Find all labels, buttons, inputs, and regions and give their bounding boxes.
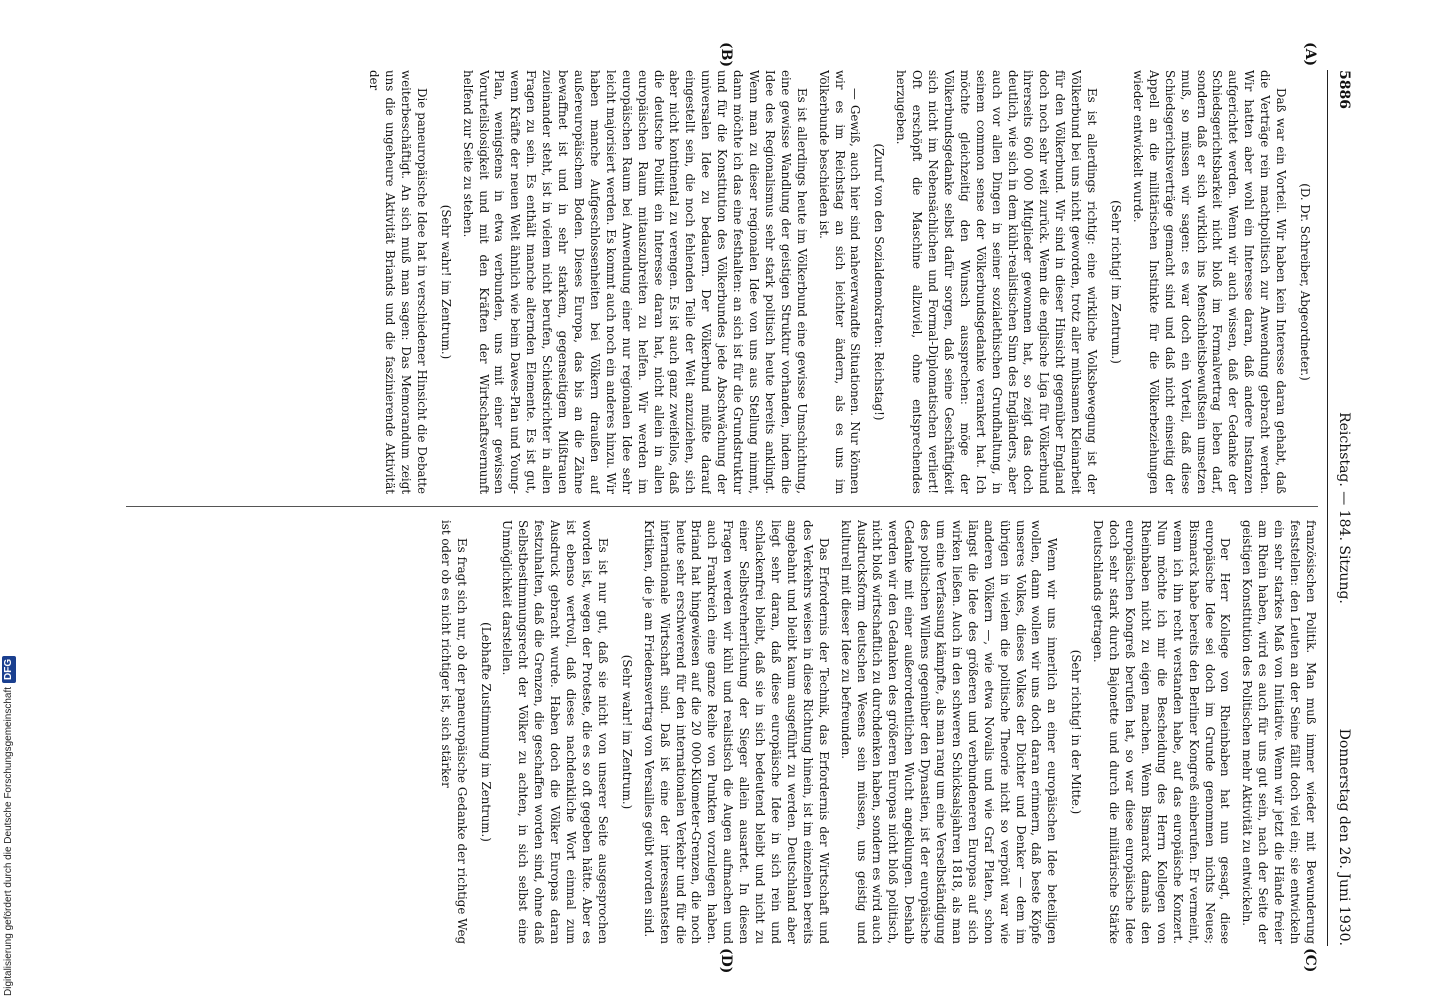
paragraph: Es fragt sich nur, ob der paneuropäische Gedanke der richtige Weg ist oder ob es nicht richtiger ist, sich stärker (438, 520, 469, 944)
paragraph: Es ist nur gut, daß sie nicht von unserer Seite ausgesprochen worden ist, wegen der Proteste, die es so oft gegeben hätte. Aber es ist ebenso wertvoll, daß dieses nachdenkliche Wort einmal zum Ausdruck gebracht wurde. Haben doch die Völker Europas daran festzuhalten, daß die Grenzen, die geschaffen worden sind, ohne daß Selbstbestimmungsrecht der Völker zu achten, in sich selbst eine Unmöglichkeit darstellen. (500, 520, 610, 944)
session-date: Donnerstag den 26. Juni 1930. (1336, 728, 1352, 946)
paragraph: Die paneuropäische Idee hat in verschiedener Hinsicht die Debatte weiterbeschäftigt. An sich muß man sagen: Das Memorandum zeigt uns die ungeheure Aktivität Briands und die faszinierende Aktivität der (367, 70, 429, 494)
margin-marker-b: (B) (718, 42, 734, 68)
margin-marker-d: (D) (718, 948, 734, 974)
interjection: (Sehr richtig! in der Mitte.) (1069, 649, 1084, 815)
session-title: Reichstag. — 184. Sitzung. (1336, 412, 1352, 604)
speaker-line: (D. Dr. Schreiber, Abgeordneter.) (1298, 183, 1312, 381)
page-number: 5886 (1336, 70, 1352, 109)
digitization-credit (2, 560, 16, 996)
credit-text: Digitalisierung gefördert durch die Deutsche Forschungsgemeinschaft (3, 686, 14, 996)
page-header (1328, 70, 1352, 946)
interjection: (Zuruf von den Sozialdemokraten: Reichstag!) (872, 143, 887, 421)
paragraph: — Gewiß, auch hier sind naheverwandte Situationen. Nur können wir es im Reichstag an sich leichter ändern, als es uns im Völkerbunde beschieden ist. (816, 70, 863, 494)
paragraph: Es ist allerdings heute im Völkerbund eine gewisse Umschichtung, eine gewisse Wandlung der geistigen Struktur vorhanden, indem die Idee des Regionalismus sehr stark politisch heute bereits anklingt. Wenn man zu dieser regionalen Idee von uns aus Stellung nimmt, dann möchte ich das eine festhalten: an sich ist für die Grundstruktur und für die Konstitution des Völkerbundes jede Abschwächung der universalen Idee zu bedauern. Der Völkerbund müßte darauf eingestellt sein, die noch fehlenden Teile der Welt anzuziehen, sich aber nicht kontinental zu verengen. Es ist auch ganz zweifellos, daß die deutsche Politik ein Interesse daran hat, nicht allein in allen europäischen Raum mitauszubreiten zu helfen. Wir werden im europäischen Raum bei Anwendung einer nur regionalen Idee sehr leicht majorisiert werden. Es kommt auch noch ein anderes hinzu. Wir haben manche Aufgeschlossenheiten bei Völkern draußen auf außereuropäischem Boden. Dieses Europa, das bis an die Zähne bewaffnet ist und in sehr starkem, gegenseitigem Mißtrauen zueinander steht, ist in vielem nicht berufen, Schiedsrichter in allen Fragen zu sein. Es enthält manche alternden Elemente. Es ist gut, wenn Kräfte der neuen Welt ähnlich wie beim Dawes-Plan und Young-Plan, wenigstens in etwa verbunden, uns mit einer gewissen Vorurteilslosigkeit und mit den Kräften der Wirtschaftsvernunft helfend zur Seite zu stehen. (460, 70, 809, 494)
header-rule (1327, 70, 1328, 946)
paragraph: französischen Politik. Man muß immer wieder mit Bewunderung feststellen: den Leuten an der Seine fällt doch viel ein; sie entwickeln ein sehr starkes Maß von Initiative. Wenn wir jetzt die Hände freier am Rhein haben, wird es auch für uns gut sein, nach der Seite der geistigen Konstitution des Politischen mehr Aktivität zu entwickeln. (1240, 520, 1318, 944)
right-column (126, 520, 1318, 944)
paragraph: Es ist allerdings richtig: eine wirkliche Volksbewegung ist der Völkerbund bei uns nicht geworden, trotz aller mühsamen Kleinarbeit für den Völkerbund. Wir sind in dieser Hinsicht gegenüber England doch noch sehr weit zurück. Wenn die englische Liga für Völkerbund ihrerseits 600 000 Mitglieder gewonnen hat, so zeigt das doch deutlich, wie sich in dem kühl-realistischen Sinn des Engländers, aber auch vor allen Dingen in seiner sozialethischen Grundhaltung, in seinem common sense der Völkerbundsgedanke verankert hat. Ich möchte gleichzeitig den Wunsch aussprechen: möge der Völkerbundsgedanke selbst dafür sorgen, daß seine Geschäftigkeit sich nicht im Nebensächlichen und Formal-Diplomatischen verliert! Oft erschöpft die Maschine allzuviel, ohne entsprechendes herzugeben. (894, 70, 1100, 494)
paragraph: Der Herr Kollege von Rheinbaben hat nun gesagt, diese europäische Idee sei doch im Grunde genommen nichts Neues; Bismarck habe bereits den Berliner Kongreß einberufen. Er vermeint, wenn ich ihn recht verstanden habe, auf das europäische Konzert. Nun möchte ich mir die Bescheidung des Herrn Kollegen von Rheinbaben nicht zu eigen machen. Wenn Bismarck damals den europäischen Kongreß berufen hat, so war diese europäische Idee doch sehr stark durch Bajonette und durch die militärische Stärke Deutschlands getragen. (1091, 520, 1233, 944)
margin-marker-c: (C) (1302, 948, 1318, 973)
interjection: (Sehr wahr! im Zentrum.) (619, 654, 634, 810)
paragraph: Das Erfordernis der Technik, das Erfordernis der Wirtschaft und des Verkehrs weisen in diese Richtung hinein, ist im einzelnen bereits angebahnt und bleibt kaum ausgeführt zu werden. Deutschland aber liegt sehr daran, daß diese europäische Idee in sich rein und schlackenfrei bleibt, daß sie in sich bedeutend bleibt und nicht zu einer Selbstverherrlichung der Sieger allein ausartet. In diesen Fragen werden wir kühl und realistisch die Augen aufmachen und auch Frankreich eine ganze Reihe von Punkten vorzulegen haben. Briand hat hingewiesen auf die 20 000-Kilometer-Grenzen, die noch heute sehr erschwerend für den internationalen Verkehr und für die internationale Wirtschaft sind. Daß ist eine der interessantesten Kritiken, die je am Friedensvertrag von Versailles geübt worden sind. (641, 520, 831, 944)
paragraph: Wenn wir uns innerlich an einer europäischen Idee beteiligen wollen, dann wollen wir uns doch daran erinnern, daß beste Köpfe unseres Volkes, dieses Volkes der Dichter und Denker — dem im übrigen in vielem die politische Theorie nicht so verpönt war wie anderen Völkern —, wie etwa Novalis und wie Graf Platen, schon längst die Idee des größeren und verbundeneren Europas auf sich wirken ließen. Auch in den schweren Schicksalsjahren 1818, als man um eine Verfassung kämpfte, als man rang um eine Verselbständigung des politischen Willens gegenüber den Dynastien, ist der europäische Gedanke mit einer außerordentlichen Wucht angeklungen. Deshalb werden wir den Gedanken des größeren Europas nicht bloß politisch, nicht bloß wirtschaftlich zu durchdenken haben, sondern es wird auch Ausdrucksform deutschen Wesens sein müssen, uns geistig und kulturell mit dieser Idee zu befreunden. (838, 520, 1060, 944)
interjection: (Sehr richtig! im Zentrum.) (1109, 200, 1124, 364)
interjection: (Sehr wahr! im Zentrum.) (438, 204, 453, 360)
dfg-logo: DFG (2, 656, 16, 683)
paragraph: Daß war ein Vorteil. Wir haben kein Interesse daran gehabt, daß die Verträge rein machtpolitisch zur Anwendung gebracht werden. Wir hatten aber wohl ein Interesse daran, daß andere Instanzen aufgerichtet werden. Wenn wir auch wissen, daß der Gedanke der Schiedsgerichtsbarkeit nicht bloß im Formalvertrag leben darf, sondern daß er sich wirklich ins Menschheitsbewußtsein umsetzen muß, so müssen wir sagen: es war doch ein Vorteil, daß diese Schiedsgerichtsverträge gemacht sind und daß nicht einseitig der Appell an die militärischen Instinkte für die Völkerbeziehungen wieder entwickelt wurde. (1130, 70, 1289, 494)
column-rule (126, 506, 1318, 507)
left-column (126, 70, 1318, 494)
interjection: (Lebhafte Zustimmung im Zentrum.) (478, 622, 493, 842)
margin-marker-a: (A) (1302, 42, 1318, 67)
